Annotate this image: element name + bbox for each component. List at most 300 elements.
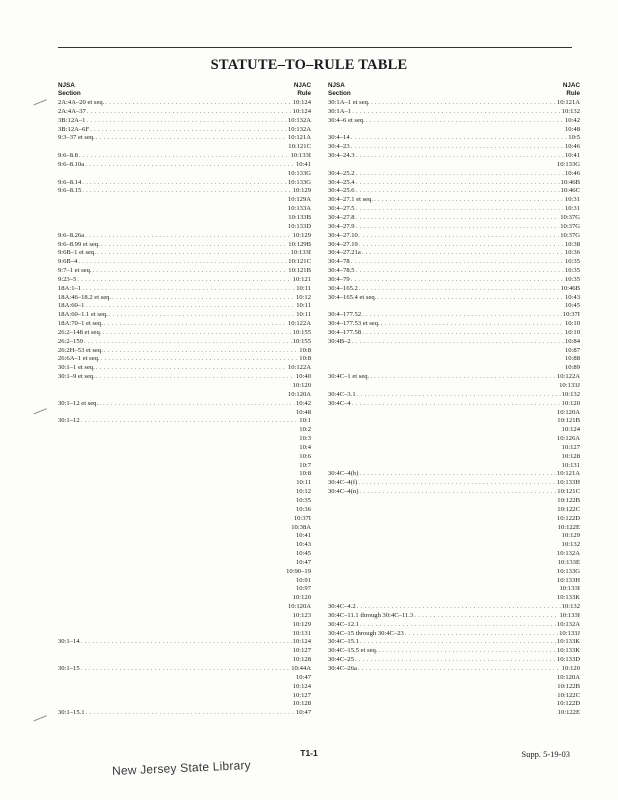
njac-rule: 10:124 — [561, 426, 580, 434]
njac-rule: 10:133J — [559, 629, 580, 637]
njac-rule: 10:48 — [564, 125, 580, 133]
table-row — [58, 205, 311, 214]
table-row — [58, 400, 311, 409]
table-row — [58, 541, 311, 550]
dot-leader — [357, 391, 561, 400]
njac-rule: 10:133K — [556, 594, 580, 602]
njac-rule: 10:133J — [559, 382, 580, 389]
njac-rule: 10:133K — [556, 647, 580, 655]
njsa-section: 30:4C–12.1 — [328, 620, 359, 628]
table-row — [328, 700, 580, 709]
table-row — [328, 435, 580, 444]
table-row — [58, 470, 311, 479]
table-row — [58, 196, 311, 205]
dot-leader — [90, 126, 287, 135]
dot-leader — [85, 232, 291, 241]
dot-leader — [366, 117, 564, 126]
njac-rule: 10:129 — [292, 231, 311, 239]
njsa-section: 30:1–15.1 — [58, 709, 85, 717]
njsa-section: 3B:12A–6F — [58, 125, 90, 133]
table-row — [58, 594, 311, 603]
njac-rule: 10:120A — [287, 603, 311, 611]
njsa-section: 30:4–177.58 — [328, 328, 362, 336]
njac-rule: 10:1 — [299, 417, 311, 425]
table-row — [58, 453, 311, 462]
dot-leader — [77, 276, 291, 285]
njac-rule: 10:133I — [290, 152, 311, 160]
table-row — [328, 409, 580, 418]
table-row — [58, 294, 311, 303]
table-row — [328, 497, 580, 506]
dot-leader — [93, 267, 288, 276]
njac-rule: 10:121 — [292, 275, 311, 283]
njac-rule: 10:129A — [287, 196, 311, 204]
table-row — [58, 709, 311, 718]
dot-leader — [351, 258, 564, 267]
njac-rule: 10:7 — [299, 461, 311, 469]
dot-leader — [352, 400, 561, 409]
njac-rule: 10:155 — [292, 328, 311, 336]
njsa-section: 30:4–78 — [328, 258, 350, 266]
dot-leader — [359, 241, 564, 250]
table-row — [328, 470, 580, 479]
njsa-section: 30:4–27.5 — [328, 205, 355, 213]
right-column-header — [328, 82, 580, 99]
table-row — [58, 232, 311, 241]
njac-rule: 10:43 — [295, 541, 311, 549]
table-row — [328, 187, 580, 196]
table-row — [328, 196, 580, 205]
dot-leader — [362, 249, 564, 258]
table-row — [58, 479, 311, 488]
table-row — [328, 382, 580, 391]
dot-leader — [86, 117, 286, 126]
table-row — [328, 391, 580, 400]
njac-rule: 10:43 — [564, 293, 580, 301]
njsa-section: 30:4–24.3 — [328, 152, 355, 160]
njac-rule: 10:121A — [556, 470, 580, 478]
njsa-section: 30:4–78.5 — [328, 267, 355, 275]
table-row — [328, 329, 580, 338]
table-row — [328, 647, 580, 656]
dot-leader — [362, 311, 562, 320]
rule-header-line2: Rule — [297, 90, 311, 97]
njsa-section: 30:1–1 et seq. — [58, 364, 95, 372]
table-row — [58, 126, 311, 135]
njac-rule: 10:122B — [557, 682, 580, 690]
dot-leader — [381, 320, 564, 329]
njsa-section: 30:4–14 — [328, 134, 350, 142]
njsa-section: 30:4–6 et seq. — [328, 116, 365, 124]
njac-rule: 10:87 — [564, 346, 580, 354]
njac-rule: 10:121C — [557, 488, 580, 496]
table-row — [328, 683, 580, 692]
njsa-section: 30:4C–4 — [328, 399, 351, 407]
njac-rule: 10:124 — [292, 682, 311, 690]
njac-rule: 10:121B — [557, 417, 580, 425]
njac-rule: 10:132 — [561, 390, 580, 398]
table-row — [58, 338, 311, 347]
njac-rule: 10:37I — [562, 311, 580, 319]
njsa-section: 30:4–27.10 — [328, 231, 358, 239]
njac-rule: 10:10 — [564, 328, 580, 336]
table-row — [58, 497, 311, 506]
njsa-section: 18A:46–18.2 et seq. — [58, 293, 112, 301]
njac-rule: 10:132 — [561, 107, 580, 115]
table-row — [328, 152, 580, 161]
njac-rule: 10:11 — [296, 311, 311, 319]
dot-leader — [85, 161, 295, 170]
njac-rule: 10:120A — [556, 408, 580, 416]
njac-rule: 10:122E — [557, 709, 580, 717]
table-row — [328, 373, 580, 382]
njac-rule: 10:129B — [288, 240, 311, 248]
table-row — [328, 585, 580, 594]
njac-rule: 10:46 — [564, 169, 580, 177]
njac-rule: 10:11 — [296, 302, 311, 310]
table-row — [328, 488, 580, 497]
njsa-section: 30:1–9 et seq. — [58, 373, 95, 381]
left-column-header — [58, 82, 311, 99]
njac-rule: 10:91 — [295, 576, 311, 584]
njac-rule: 10:89 — [564, 364, 580, 372]
table-row — [58, 524, 311, 533]
table-row — [58, 117, 311, 126]
njac-rule: 10:133K — [556, 638, 580, 646]
njac-rule: 10:36 — [564, 249, 580, 257]
njac-rule: 10:41 — [295, 532, 311, 540]
dot-leader — [81, 417, 299, 426]
njsa-section: 2A:4A–20 et seq. — [58, 99, 105, 106]
njac-rule: 10:122B — [557, 496, 580, 504]
dot-leader — [355, 656, 556, 665]
dot-leader — [378, 647, 555, 656]
njsa-section: 30:4–165.4 et seq. — [328, 293, 377, 301]
njsa-section: 30:4–27.21a — [328, 249, 361, 257]
njac-rule: 10:48 — [295, 408, 311, 416]
dot-leader — [84, 338, 292, 347]
dot-leader — [104, 347, 298, 356]
njac-rule: 10:120 — [561, 665, 580, 672]
table-row — [328, 249, 580, 258]
table-row — [58, 249, 311, 258]
njac-rule: 10:122A — [287, 364, 311, 372]
njac-rule: 10:122D — [556, 700, 580, 708]
njac-rule: 10:127 — [292, 691, 311, 699]
dot-leader — [351, 276, 564, 285]
njsa-section: 30:4–27.9 — [328, 222, 355, 230]
dot-leader — [371, 99, 556, 108]
table-row — [58, 223, 311, 232]
table-row — [58, 108, 311, 117]
section-header-line1: NJSA — [58, 82, 75, 89]
dot-leader — [96, 134, 287, 143]
njac-rule: 10:31 — [564, 205, 580, 213]
right-table-rows — [328, 99, 580, 718]
njsa-section: 26:2–159 — [58, 337, 83, 345]
njsa-section: 9:6–8.26a — [58, 231, 85, 239]
dot-leader — [356, 223, 560, 232]
njac-rule: 10:88 — [564, 355, 580, 363]
njsa-section: 9:6–8.8 — [58, 152, 78, 160]
njac-rule: 10:36 — [295, 505, 311, 513]
table-row — [58, 444, 311, 453]
table-row — [328, 285, 580, 294]
njac-rule: 10:133I — [290, 249, 311, 257]
njac-rule: 10:121A — [287, 134, 311, 142]
njac-rule: 10:35 — [564, 275, 580, 283]
table-row — [58, 435, 311, 444]
table-row — [58, 347, 311, 356]
table-row — [328, 568, 580, 577]
njac-rule: 10:47 — [295, 673, 311, 681]
njsa-section: 30:4–23 — [328, 143, 350, 151]
table-row — [58, 373, 311, 382]
njsa-section: 30:1–12 et seq. — [58, 399, 99, 407]
njac-rule: 10:121B — [288, 267, 311, 275]
njac-rule: 10:90–19 — [286, 567, 311, 575]
table-row — [58, 99, 311, 108]
dot-leader — [357, 603, 561, 612]
dot-leader — [356, 267, 564, 276]
table-row — [328, 364, 580, 373]
njac-rule: 10:121C — [288, 143, 311, 151]
njac-rule: 10:129 — [292, 187, 311, 195]
njsa-section: 18A:60–1 — [58, 302, 85, 310]
table-row — [328, 311, 580, 320]
njsa-section: 30:4–177.52 — [328, 311, 362, 319]
table-row — [58, 532, 311, 541]
dot-leader — [85, 302, 295, 311]
table-row — [328, 108, 580, 117]
table-row — [328, 302, 580, 311]
table-row — [58, 143, 311, 152]
njac-rule: 10:46B — [560, 284, 580, 292]
dot-leader — [87, 108, 292, 117]
njac-rule: 10:122D — [556, 514, 580, 522]
table-row — [328, 223, 580, 232]
njsa-section: 9:6–8.10a — [58, 160, 85, 168]
table-row — [328, 205, 580, 214]
dot-leader — [377, 294, 564, 303]
njac-rule: 10:40 — [295, 373, 311, 381]
margin-pencil-mark — [31, 403, 47, 415]
rule-header-line2: Rule — [566, 90, 580, 97]
table-row — [58, 488, 311, 497]
table-row — [58, 692, 311, 701]
njac-rule: 10:45 — [564, 302, 580, 310]
njac-rule: 10:84 — [564, 337, 580, 345]
njsa-section: 30:1A–1 et seq. — [328, 99, 370, 106]
table-row — [58, 267, 311, 276]
dot-leader — [96, 373, 295, 382]
dot-leader — [97, 249, 290, 258]
njac-rule: 10:41 — [295, 160, 311, 168]
njac-rule: 10:37G — [560, 213, 580, 221]
njac-rule: 10:133I — [559, 611, 580, 619]
njac-rule: 10:124 — [292, 99, 311, 106]
njsa-section: 9:6–8.15 — [58, 187, 82, 195]
margin-pencil-mark — [31, 710, 47, 722]
table-row — [58, 638, 311, 647]
njac-rule: 10:120 — [292, 382, 311, 389]
section-header-line2: Section — [328, 90, 351, 97]
section-header-line1: NJSA — [328, 82, 345, 89]
table-row — [58, 577, 311, 586]
table-row — [58, 320, 311, 329]
dot-leader — [358, 665, 561, 674]
njac-rule: 10:45 — [295, 550, 311, 558]
dot-leader — [352, 108, 561, 117]
njac-rule: 10:133G — [556, 567, 580, 575]
njsa-section: 2A:4A–37 — [58, 107, 86, 115]
njac-rule: 10:133I — [559, 585, 580, 593]
table-row — [328, 524, 580, 533]
njsa-section: 30:4C–1 et seq. — [328, 373, 370, 381]
njsa-section: 30:4–25.6 — [328, 187, 355, 195]
table-row — [328, 267, 580, 276]
dot-leader — [351, 143, 564, 152]
njsa-section: 30:4–27.19 — [328, 240, 358, 248]
dot-leader — [362, 329, 564, 338]
table-row — [58, 382, 311, 391]
dot-leader — [374, 196, 564, 205]
njsa-section: 30:4–27.1 et seq. — [328, 196, 374, 204]
table-row — [328, 444, 580, 453]
njac-rule: 10:42 — [564, 116, 580, 124]
table-row — [328, 214, 580, 223]
njac-rule: 10:8 — [299, 355, 311, 363]
table-row — [328, 709, 580, 718]
table-row — [328, 541, 580, 550]
njac-rule: 10:133G — [556, 160, 580, 168]
njac-rule: 10:129 — [292, 620, 311, 628]
njsa-section: 26:2H–53 et seq. — [58, 346, 103, 354]
table-row — [58, 462, 311, 471]
table-row — [58, 161, 311, 170]
table-row — [58, 302, 311, 311]
njsa-section: 30:1–15 — [58, 665, 80, 672]
njac-rule: 10:133E — [557, 558, 580, 566]
njac-rule: 10:46 — [564, 143, 580, 151]
dot-leader — [358, 479, 556, 488]
table-row — [58, 285, 311, 294]
table-row — [58, 550, 311, 559]
njac-rule: 10:120 — [561, 399, 580, 407]
table-row — [328, 621, 580, 630]
njsa-section: 30:4C–4(n) — [328, 488, 359, 496]
dot-leader — [356, 170, 564, 179]
dot-leader — [356, 187, 560, 196]
page-title: STATUTE–TO–RULE TABLE — [210, 57, 408, 73]
rule-header-line1: NJAC — [293, 82, 311, 89]
page-number: T1-1 — [300, 748, 318, 758]
njac-rule: 10:11 — [296, 479, 311, 487]
table-row — [328, 692, 580, 701]
table-row — [328, 143, 580, 152]
njac-rule: 10:132A — [556, 620, 580, 628]
supplement-date: Supp. 5-19-03 — [521, 749, 570, 759]
njsa-section: 9:23–5 — [58, 275, 77, 283]
dot-leader — [112, 294, 295, 303]
table-row — [58, 700, 311, 709]
rule-header-line1: NJAC — [562, 82, 580, 89]
table-row — [58, 152, 311, 161]
njac-rule: 10:133B — [288, 213, 311, 221]
table-row — [328, 134, 580, 143]
njsa-section: 9:6B–1 et seq. — [58, 249, 96, 257]
dot-leader — [359, 470, 556, 479]
njsa-section: 9:6B–4 — [58, 258, 78, 266]
table-row — [58, 683, 311, 692]
njac-rule: 10:12 — [295, 488, 311, 496]
njsa-section: 30:4–79 — [328, 275, 350, 283]
dot-leader — [405, 630, 558, 639]
njac-rule: 10:5 — [568, 134, 580, 142]
margin-pencil-mark — [31, 94, 47, 106]
dot-leader — [356, 214, 560, 223]
table-row — [58, 515, 311, 524]
table-row — [328, 506, 580, 515]
dot-leader — [104, 320, 287, 329]
table-row — [328, 276, 580, 285]
table-row — [328, 355, 580, 364]
dot-leader — [82, 285, 295, 294]
njac-rule: 10:122C — [557, 691, 580, 699]
njac-rule: 10:31 — [564, 196, 580, 204]
dot-leader — [109, 311, 295, 320]
njac-rule: 10:126A — [556, 435, 580, 443]
njsa-section: 9:6–8.99 et seq. — [58, 240, 100, 248]
njsa-section: 30:4C–15 through 30:4C–23 — [328, 629, 404, 637]
njac-rule: 10:131 — [292, 629, 311, 637]
njac-rule: 10:12 — [295, 293, 311, 301]
table-row — [328, 294, 580, 303]
njsa-section: 30:4–25.4 — [328, 178, 355, 186]
njac-rule: 10:133D — [287, 222, 311, 230]
table-row — [328, 532, 580, 541]
left-column — [58, 82, 311, 718]
njsa-section: 30:4C–25 — [328, 656, 355, 664]
njsa-section: 30:1–12 — [58, 417, 80, 425]
njsa-section: 3B:12A–1 — [58, 116, 86, 124]
njac-rule: 10:35 — [295, 496, 311, 504]
table-row — [58, 329, 311, 338]
njac-rule: 10:38 — [564, 240, 580, 248]
njsa-section: 30:4C–26a — [328, 665, 357, 672]
njac-rule: 10:155 — [292, 337, 311, 345]
dot-leader — [96, 364, 287, 373]
dot-leader — [360, 621, 556, 630]
njac-rule: 10:129 — [561, 532, 580, 540]
dot-leader — [360, 638, 556, 647]
table-row — [58, 214, 311, 223]
njac-rule: 10:120A — [287, 390, 311, 398]
dot-leader — [99, 400, 295, 409]
table-row — [58, 241, 311, 250]
njsa-section: 18A:70–1 et seq. — [58, 320, 103, 328]
table-row — [58, 417, 311, 426]
njac-rule: 10:133G — [287, 169, 311, 177]
dot-leader — [356, 205, 564, 214]
dot-leader — [86, 709, 295, 718]
table-row — [328, 320, 580, 329]
njsa-section: 30:4C–4(b) — [328, 470, 359, 478]
dot-leader — [356, 152, 564, 161]
njac-rule: 10:128 — [292, 656, 311, 664]
table-row — [58, 647, 311, 656]
njac-rule: 10:132A — [287, 116, 311, 124]
